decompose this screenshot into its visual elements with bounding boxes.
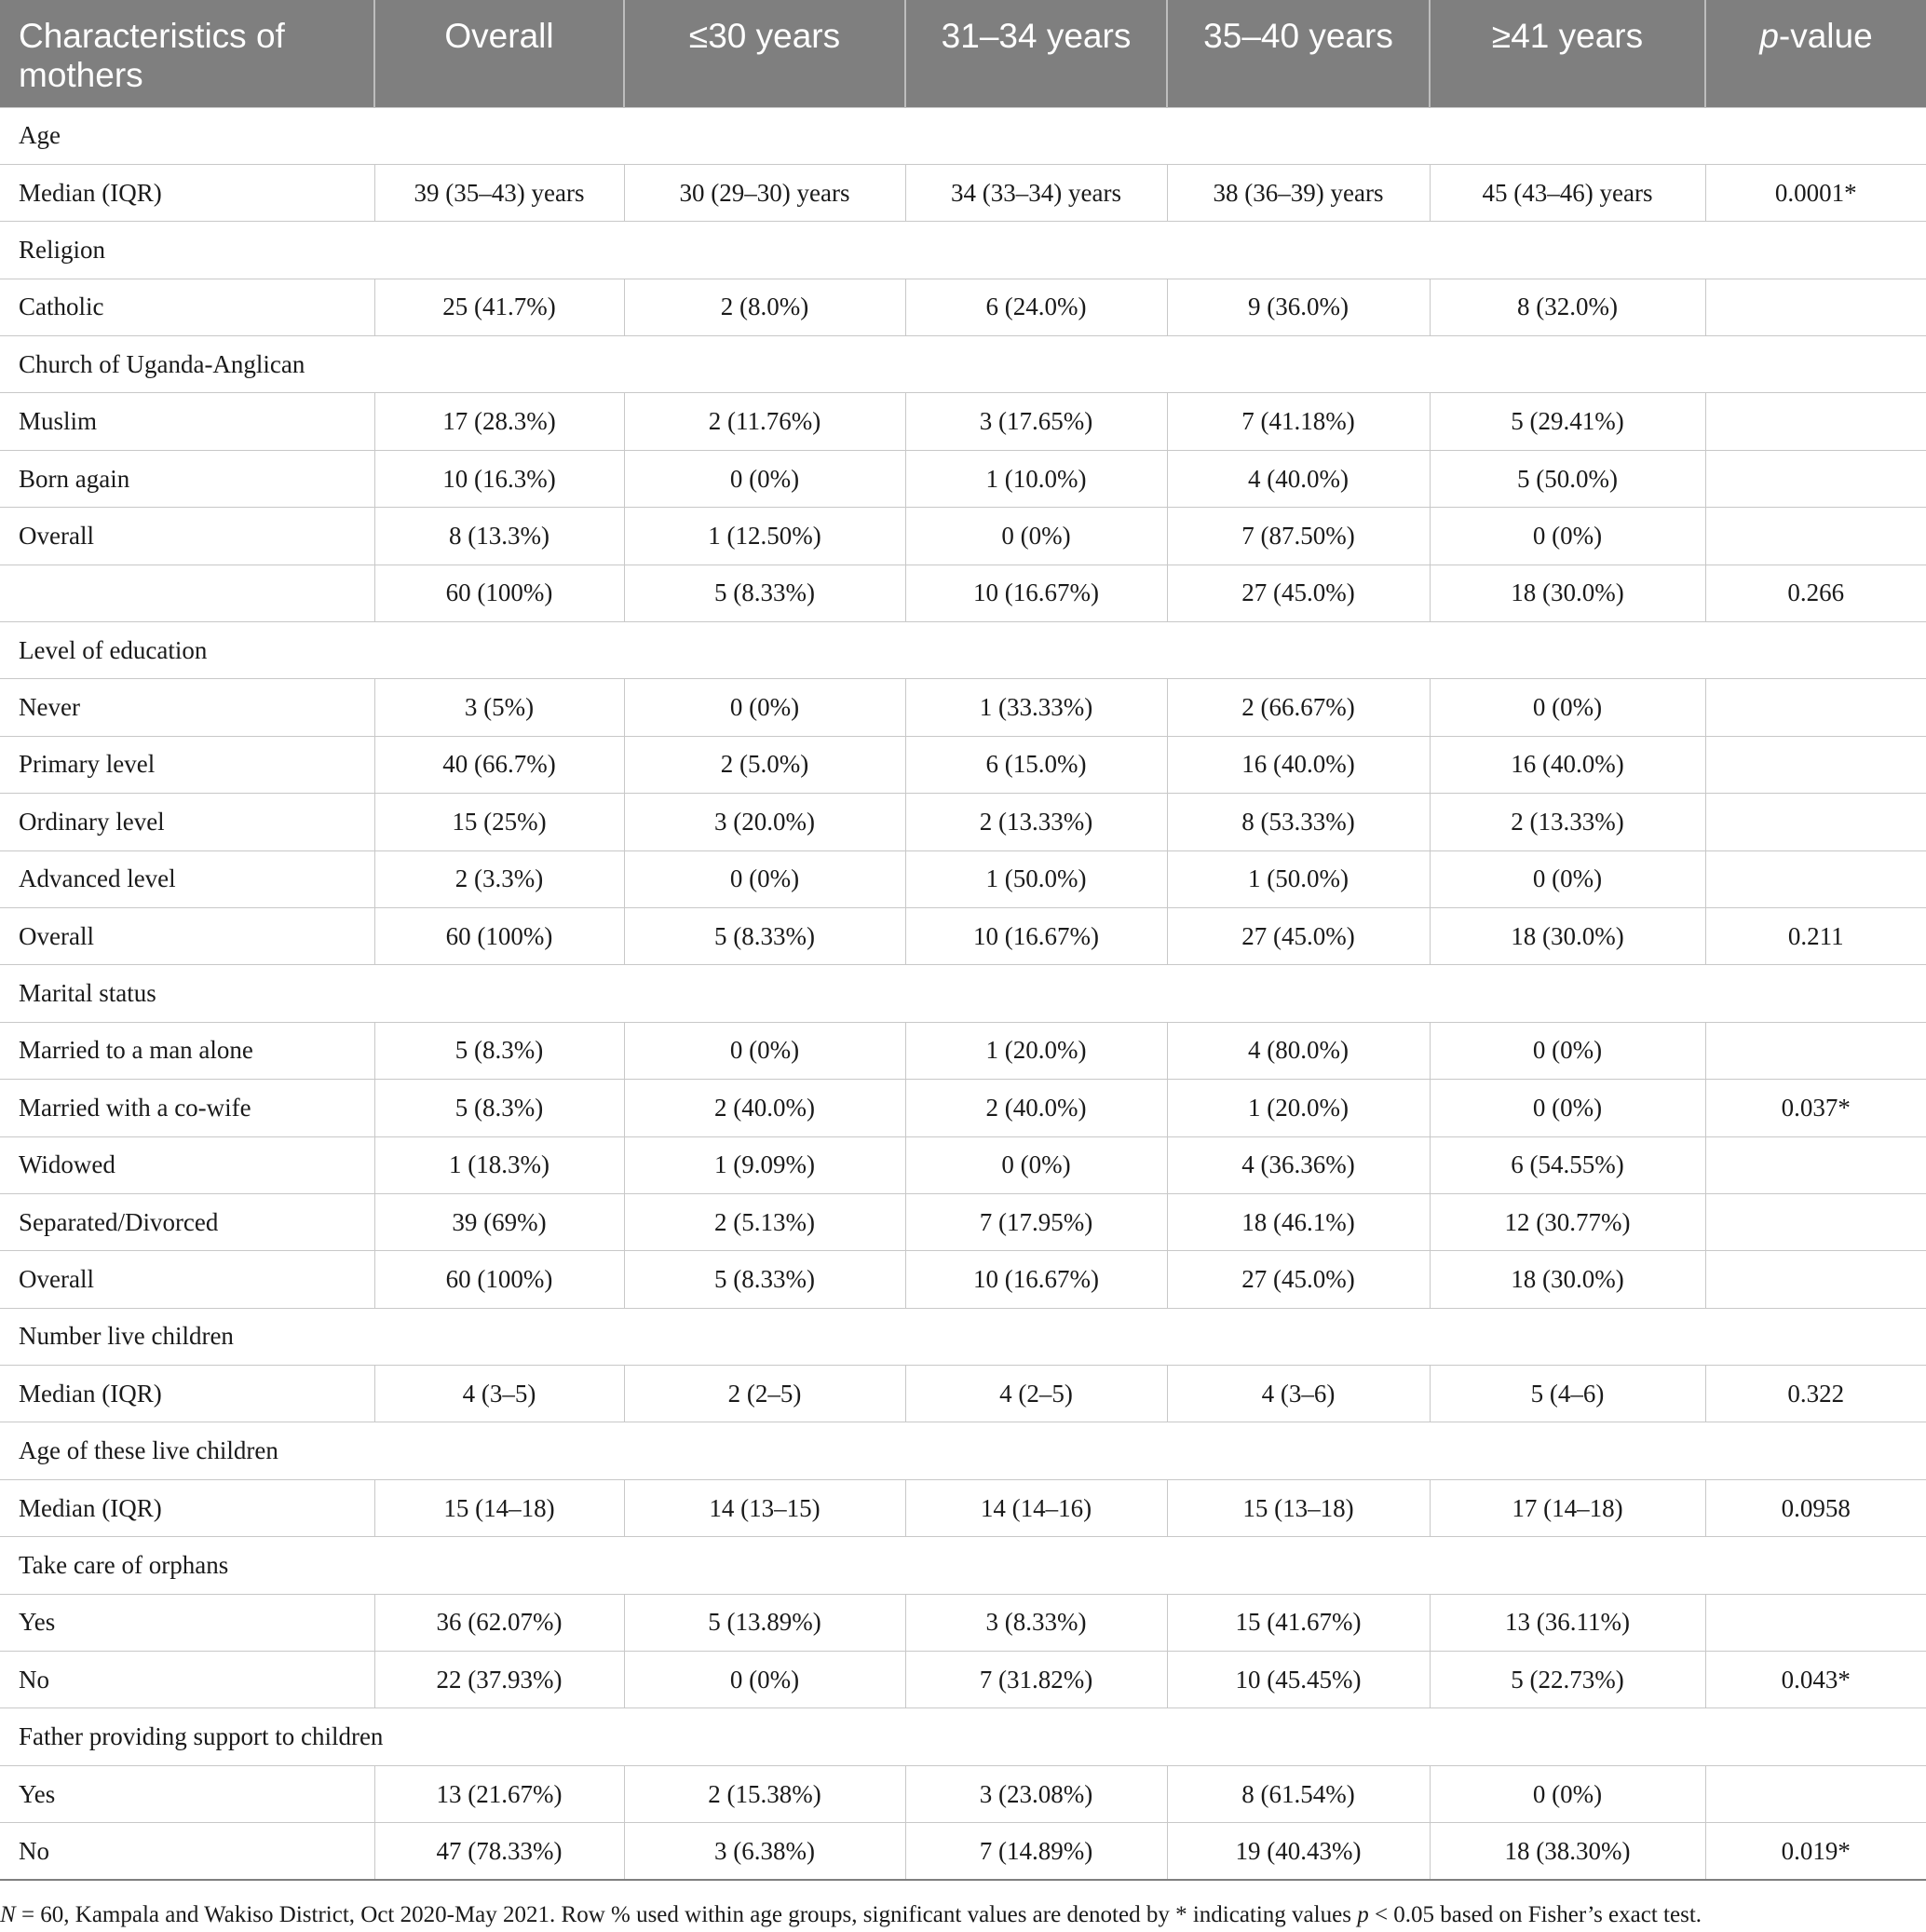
header-row (0, 0, 1926, 107)
cell-age-35-40: 7 (41.18%) (1167, 393, 1430, 450)
cell-p-value (1705, 508, 1926, 565)
cell-age-35-40: 27 (45.0%) (1167, 565, 1430, 621)
cell-age-30-or-less: 0 (0%) (624, 450, 905, 507)
cell-age-41-or-more: 0 (0%) (1430, 1765, 1705, 1822)
cell-p-value (1705, 1022, 1926, 1079)
cell-age-30-or-less: 5 (8.33%) (624, 1251, 905, 1308)
cell-age-35-40: 9 (36.0%) (1167, 279, 1430, 335)
cell-overall: 39 (69%) (374, 1193, 624, 1250)
cell-overall: 3 (5%) (374, 679, 624, 736)
cell-age-41-or-more: 16 (40.0%) (1430, 736, 1705, 793)
cell-p-value (1705, 1594, 1926, 1651)
cell-p-value (1705, 1193, 1926, 1250)
cell-age-31-34: 1 (10.0%) (905, 450, 1167, 507)
section-row (0, 1708, 1926, 1765)
row-label (0, 565, 374, 621)
cell-age-30-or-less: 2 (15.38%) (624, 1765, 905, 1822)
cell-age-41-or-more: 8 (32.0%) (1430, 279, 1705, 335)
table-row (0, 279, 1926, 335)
section-row (0, 622, 1926, 679)
row-label: Married with a co-wife (0, 1080, 374, 1136)
cell-overall: 1 (18.3%) (374, 1136, 624, 1193)
header-overall: Overall (374, 0, 624, 107)
cell-age-31-34: 10 (16.67%) (905, 907, 1167, 964)
section-label: Marital status (0, 965, 1926, 1022)
row-label: Yes (0, 1594, 374, 1651)
cell-age-31-34: 7 (17.95%) (905, 1193, 1167, 1250)
cell-age-30-or-less: 0 (0%) (624, 679, 905, 736)
footnote-text-part-1: = 60, Kampala and Wakiso District, Oct 2020-May 2021. Row % used within age groups, significant values are denoted by * indicating values (15, 1902, 1358, 1927)
cell-overall: 60 (100%) (374, 907, 624, 964)
cell-age-31-34: 10 (16.67%) (905, 565, 1167, 621)
cell-age-30-or-less: 14 (13–15) (624, 1479, 905, 1536)
row-label: Yes (0, 1765, 374, 1822)
footnote-p-variable: p (1357, 1902, 1369, 1927)
cell-age-35-40: 8 (53.33%) (1167, 794, 1430, 850)
table-row (0, 1136, 1926, 1193)
cell-age-41-or-more: 0 (0%) (1430, 1080, 1705, 1136)
cell-age-30-or-less: 0 (0%) (624, 850, 905, 907)
cell-overall: 39 (35–43) years (374, 164, 624, 221)
table-row (0, 1652, 1926, 1708)
cell-age-31-34: 0 (0%) (905, 508, 1167, 565)
section-label: Religion (0, 222, 1926, 279)
cell-age-31-34: 6 (15.0%) (905, 736, 1167, 793)
section-row (0, 965, 1926, 1022)
row-label: Catholic (0, 279, 374, 335)
cell-age-35-40: 19 (40.43%) (1167, 1823, 1430, 1880)
cell-p-value: 0.043* (1705, 1652, 1926, 1708)
cell-age-35-40: 1 (50.0%) (1167, 850, 1430, 907)
cell-age-30-or-less: 5 (8.33%) (624, 565, 905, 621)
table-row (0, 1366, 1926, 1422)
section-label: Level of education (0, 622, 1926, 679)
cell-p-value: 0.0001* (1705, 164, 1926, 221)
cell-age-41-or-more: 18 (30.0%) (1430, 907, 1705, 964)
cell-p-value: 0.322 (1705, 1366, 1926, 1422)
cell-age-30-or-less: 30 (29–30) years (624, 164, 905, 221)
section-row (0, 336, 1926, 393)
cell-overall: 5 (8.3%) (374, 1022, 624, 1079)
cell-overall: 40 (66.7%) (374, 736, 624, 793)
cell-p-value (1705, 1251, 1926, 1308)
cell-age-35-40: 15 (13–18) (1167, 1479, 1430, 1536)
row-label: Median (IQR) (0, 164, 374, 221)
row-label: Separated/Divorced (0, 1193, 374, 1250)
cell-age-35-40: 4 (40.0%) (1167, 450, 1430, 507)
row-label: No (0, 1823, 374, 1880)
section-row (0, 1537, 1926, 1594)
table-row (0, 1765, 1926, 1822)
table-row (0, 1479, 1926, 1536)
cell-overall: 36 (62.07%) (374, 1594, 624, 1651)
cell-age-30-or-less: 2 (2–5) (624, 1366, 905, 1422)
cell-age-35-40: 4 (80.0%) (1167, 1022, 1430, 1079)
cell-age-35-40: 18 (46.1%) (1167, 1193, 1430, 1250)
table-row (0, 850, 1926, 907)
cell-age-30-or-less: 2 (8.0%) (624, 279, 905, 335)
cell-p-value (1705, 679, 1926, 736)
cell-overall: 4 (3–5) (374, 1366, 624, 1422)
cell-overall: 60 (100%) (374, 1251, 624, 1308)
cell-age-41-or-more: 18 (38.30%) (1430, 1823, 1705, 1880)
cell-age-35-40: 27 (45.0%) (1167, 907, 1430, 964)
cell-overall: 8 (13.3%) (374, 508, 624, 565)
section-label: Age of these live children (0, 1422, 1926, 1479)
cell-age-30-or-less: 0 (0%) (624, 1652, 905, 1708)
cell-p-value (1705, 450, 1926, 507)
table-header (0, 0, 1926, 107)
cell-age-35-40: 4 (3–6) (1167, 1366, 1430, 1422)
table-row (0, 1193, 1926, 1250)
section-row (0, 222, 1926, 279)
section-label: Age (0, 107, 1926, 164)
header-age-35-40: 35–40 years (1167, 0, 1430, 107)
row-label: Overall (0, 508, 374, 565)
header-age-41-or-more: ≥41 years (1430, 0, 1705, 107)
section-row (0, 1308, 1926, 1365)
cell-age-41-or-more: 18 (30.0%) (1430, 565, 1705, 621)
section-row (0, 1422, 1926, 1479)
cell-p-value (1705, 794, 1926, 850)
table-row (0, 508, 1926, 565)
table-row (0, 794, 1926, 850)
row-label: Ordinary level (0, 794, 374, 850)
cell-age-30-or-less: 1 (12.50%) (624, 508, 905, 565)
cell-age-31-34: 7 (14.89%) (905, 1823, 1167, 1880)
cell-age-41-or-more: 18 (30.0%) (1430, 1251, 1705, 1308)
cell-age-31-34: 14 (14–16) (905, 1479, 1167, 1536)
cell-age-30-or-less: 2 (40.0%) (624, 1080, 905, 1136)
table-row (0, 565, 1926, 621)
table-row (0, 1022, 1926, 1079)
row-label: Overall (0, 907, 374, 964)
header-characteristics: Characteristics of mothers (0, 0, 374, 107)
cell-overall: 15 (14–18) (374, 1479, 624, 1536)
cell-age-30-or-less: 3 (6.38%) (624, 1823, 905, 1880)
cell-age-31-34: 0 (0%) (905, 1136, 1167, 1193)
table-row (0, 450, 1926, 507)
row-label: Widowed (0, 1136, 374, 1193)
cell-age-35-40: 8 (61.54%) (1167, 1765, 1430, 1822)
cell-age-35-40: 10 (45.45%) (1167, 1652, 1430, 1708)
cell-age-35-40: 2 (66.67%) (1167, 679, 1430, 736)
cell-p-value (1705, 1136, 1926, 1193)
footnote-text-part-2: < 0.05 based on Fisher’s exact test. (1368, 1902, 1702, 1927)
cell-age-31-34: 34 (33–34) years (905, 164, 1167, 221)
cell-age-41-or-more: 5 (22.73%) (1430, 1652, 1705, 1708)
cell-age-41-or-more: 0 (0%) (1430, 679, 1705, 736)
cell-age-30-or-less: 5 (13.89%) (624, 1594, 905, 1651)
cell-age-41-or-more: 5 (4–6) (1430, 1366, 1705, 1422)
section-label: Father providing support to children (0, 1708, 1926, 1765)
cell-age-35-40: 38 (36–39) years (1167, 164, 1430, 221)
row-label: No (0, 1652, 374, 1708)
table-footnote (0, 1902, 1926, 1928)
cell-age-35-40: 7 (87.50%) (1167, 508, 1430, 565)
p-variable: p (1759, 17, 1779, 55)
row-label: Never (0, 679, 374, 736)
header-age-30-or-less: ≤30 years (624, 0, 905, 107)
cell-age-30-or-less: 2 (5.13%) (624, 1193, 905, 1250)
row-label: Married to a man alone (0, 1022, 374, 1079)
cell-age-35-40: 16 (40.0%) (1167, 736, 1430, 793)
section-row (0, 107, 1926, 164)
cell-age-31-34: 1 (50.0%) (905, 850, 1167, 907)
cell-overall: 10 (16.3%) (374, 450, 624, 507)
cell-age-41-or-more: 12 (30.77%) (1430, 1193, 1705, 1250)
cell-age-31-34: 3 (8.33%) (905, 1594, 1167, 1651)
cell-p-value: 0.211 (1705, 907, 1926, 964)
cell-p-value: 0.019* (1705, 1823, 1926, 1880)
cell-p-value (1705, 850, 1926, 907)
cell-age-30-or-less: 0 (0%) (624, 1022, 905, 1079)
row-label: Born again (0, 450, 374, 507)
row-label: Primary level (0, 736, 374, 793)
cell-overall: 47 (78.33%) (374, 1823, 624, 1880)
cell-overall: 15 (25%) (374, 794, 624, 850)
table-row (0, 1823, 1926, 1880)
cell-overall: 22 (37.93%) (374, 1652, 624, 1708)
cell-age-41-or-more: 0 (0%) (1430, 508, 1705, 565)
cell-age-31-34: 1 (20.0%) (905, 1022, 1167, 1079)
cell-age-41-or-more: 45 (43–46) years (1430, 164, 1705, 221)
cell-age-30-or-less: 1 (9.09%) (624, 1136, 905, 1193)
cell-overall: 25 (41.7%) (374, 279, 624, 335)
cell-age-41-or-more: 13 (36.11%) (1430, 1594, 1705, 1651)
cell-p-value: 0.266 (1705, 565, 1926, 621)
table-row (0, 1080, 1926, 1136)
cell-age-41-or-more: 17 (14–18) (1430, 1479, 1705, 1536)
cell-age-31-34: 7 (31.82%) (905, 1652, 1167, 1708)
cell-age-41-or-more: 2 (13.33%) (1430, 794, 1705, 850)
section-label: Number live children (0, 1308, 1926, 1365)
table-row (0, 1251, 1926, 1308)
cell-age-30-or-less: 5 (8.33%) (624, 907, 905, 964)
cell-age-31-34: 3 (23.08%) (905, 1765, 1167, 1822)
row-label: Median (IQR) (0, 1366, 374, 1422)
cell-age-35-40: 4 (36.36%) (1167, 1136, 1430, 1193)
cell-age-31-34: 2 (13.33%) (905, 794, 1167, 850)
table-row (0, 393, 1926, 450)
row-label: Overall (0, 1251, 374, 1308)
cell-overall: 2 (3.3%) (374, 850, 624, 907)
header-p-value: p-value (1705, 0, 1926, 107)
cell-age-35-40: 1 (20.0%) (1167, 1080, 1430, 1136)
table-row (0, 164, 1926, 221)
table-row (0, 1594, 1926, 1651)
row-label: Muslim (0, 393, 374, 450)
section-label: Take care of orphans (0, 1537, 1926, 1594)
cell-p-value: 0.0958 (1705, 1479, 1926, 1536)
section-label: Church of Uganda-Anglican (0, 336, 1926, 393)
cell-age-30-or-less: 2 (5.0%) (624, 736, 905, 793)
table-row (0, 679, 1926, 736)
cell-overall: 60 (100%) (374, 565, 624, 621)
row-label: Advanced level (0, 850, 374, 907)
cell-age-31-34: 6 (24.0%) (905, 279, 1167, 335)
cell-age-31-34: 3 (17.65%) (905, 393, 1167, 450)
table-row (0, 736, 1926, 793)
cell-age-41-or-more: 6 (54.55%) (1430, 1136, 1705, 1193)
table-row (0, 907, 1926, 964)
row-label: Median (IQR) (0, 1479, 374, 1536)
cell-age-31-34: 4 (2–5) (905, 1366, 1167, 1422)
cell-overall: 13 (21.67%) (374, 1765, 624, 1822)
cell-age-31-34: 1 (33.33%) (905, 679, 1167, 736)
cell-overall: 5 (8.3%) (374, 1080, 624, 1136)
cell-p-value (1705, 279, 1926, 335)
cell-age-35-40: 15 (41.67%) (1167, 1594, 1430, 1651)
table-body (0, 107, 1926, 1880)
cell-age-30-or-less: 3 (20.0%) (624, 794, 905, 850)
cell-age-31-34: 10 (16.67%) (905, 1251, 1167, 1308)
cell-overall: 17 (28.3%) (374, 393, 624, 450)
footnote-n-variable: N (0, 1902, 16, 1927)
cell-age-41-or-more: 0 (0%) (1430, 850, 1705, 907)
cell-p-value (1705, 736, 1926, 793)
cell-age-41-or-more: 0 (0%) (1430, 1022, 1705, 1079)
cell-p-value (1705, 393, 1926, 450)
cell-age-41-or-more: 5 (50.0%) (1430, 450, 1705, 507)
cell-age-31-34: 2 (40.0%) (905, 1080, 1167, 1136)
cell-p-value (1705, 1765, 1926, 1822)
cell-age-35-40: 27 (45.0%) (1167, 1251, 1430, 1308)
cell-age-41-or-more: 5 (29.41%) (1430, 393, 1705, 450)
header-age-31-34: 31–34 years (905, 0, 1167, 107)
cell-age-30-or-less: 2 (11.76%) (624, 393, 905, 450)
cell-p-value: 0.037* (1705, 1080, 1926, 1136)
